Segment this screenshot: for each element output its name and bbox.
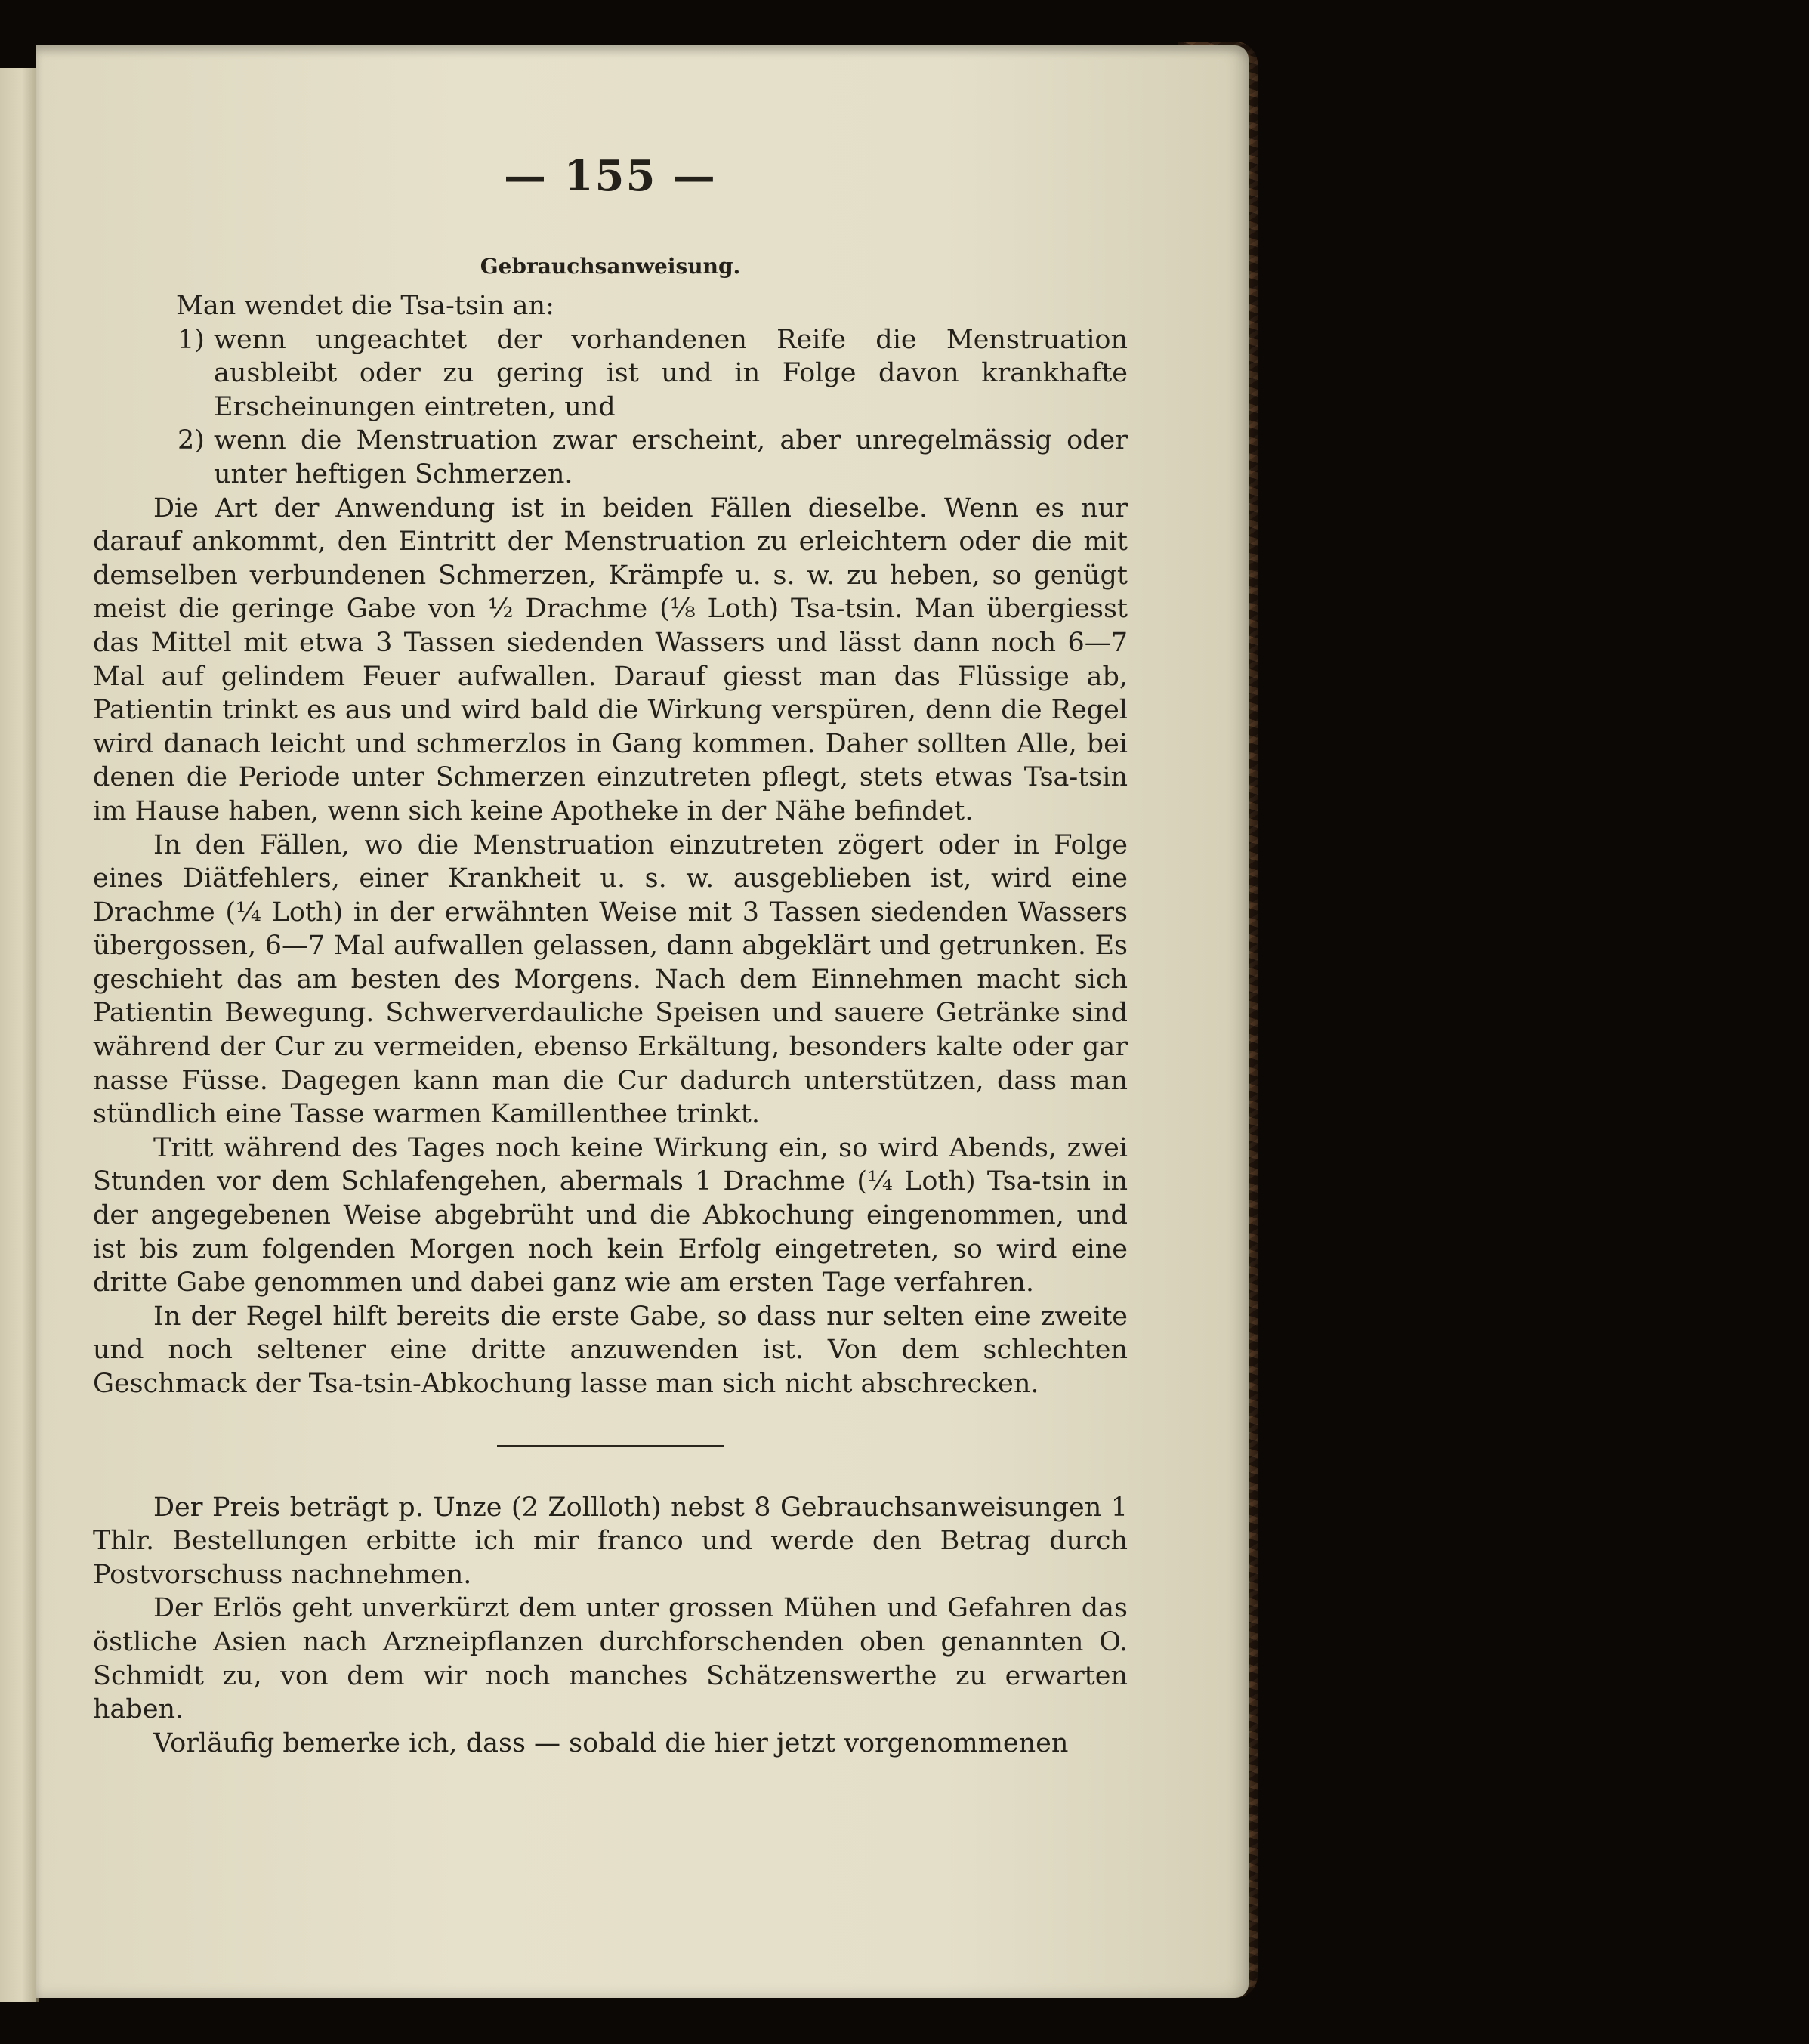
- section-divider: [497, 1445, 724, 1447]
- list-item: [93, 323, 1128, 425]
- body-paragraph: Die Art der Anwendung ist in beiden Fällen dieselbe. Wenn es nur darauf ankommt, den Eintritt der Menstruation zu erleichtern oder die mit demselben verbundenen Schmerzen, Krämpfe u. s. w. zu heben, so genügt meist die geringe Gabe von ½ Drachme (⅛ Loth) Tsa-tsin. Man übergiesst das Mittel mit etwa 3 Tassen siedenden Wassers und lässt dann noch 6—7 Mal auf gelindem Feuer aufwallen. Darauf giesst man das Flüssige ab, Patientin trinkt es aus und wird bald die Wirkung verspüren, denn die Regel wird danach leicht und schmerzlos in Gang kommen. Daher sollten Alle, bei denen die Periode unter Schmerzen einzutreten pflegt, stets etwas Tsa-tsin im Hause haben, wenn sich keine Apotheke in der Nähe befindet.: [93, 492, 1128, 826]
- section-heading: Gebrauchsanweisung.: [480, 254, 741, 279]
- previous-page-edge: [0, 68, 39, 2002]
- list-number: 2): [178, 425, 205, 456]
- list-item: [93, 424, 1128, 491]
- list-number: 1): [178, 324, 205, 355]
- list-text: wenn ungeachtet der vorhandenen Reife die Menstruation ausbleibt oder zu gering ist und in Folge davon krankhafte Erscheinungen eintreten, und: [214, 324, 1128, 422]
- body-paragraph: In den Fällen, wo die Menstruation einzutreten zögert oder in Folge eines Diätfehlers, einer Krankheit u. s. w. ausgeblieben ist, wird eine Drachme (¼ Loth) in der erwähnten Weise mit 3 Tassen siedenden Wassers übergossen, 6—7 Mal aufwallen gelassen, dann abgeklärt und getrunken. Es geschieht das am besten des Morgens. Nach dem Einnehmen macht sich Patientin Bewegung. Schwerverdauliche Speisen und sauere Getränke sind während der Cur zu vermeiden, ebenso Erkältung, besonders kalte oder gar nasse Füsse. Dagegen kann man die Cur dadurch unterstützen, dass man stündlich eine Tasse warmen Kamillenthee trinkt.: [93, 829, 1128, 1130]
- intro-line: Man wendet die Tsa-tsin an:: [176, 291, 554, 321]
- body-paragraph: In der Regel hilft bereits die erste Gabe, so dass nur selten eine zweite und noch seltener eine dritte anzuwenden ist. Von dem schlechten Geschmack der Tsa-tsin-Abkochung lasse man sich nicht abschrecken.: [93, 1301, 1128, 1399]
- page-content: [93, 151, 1128, 1760]
- page-number: — 155 —: [504, 151, 717, 201]
- body-paragraph: Tritt während des Tages noch keine Wirkung ein, so wird Abends, zwei Stunden vor dem Schlafengehen, abermals 1 Drachme (¼ Loth) Tsa-tsin in der angegebenen Weise abgebrüht und die Abkochung eingenommen, und ist bis zum folgenden Morgen noch kein Erfolg eingetreten, so wird eine dritte Gabe genommen und dabei ganz wie am ersten Tage verfahren.: [93, 1132, 1128, 1298]
- footer-paragraph: Vorläufig bemerke ich, dass — sobald die hier jetzt vorgenommenen: [153, 1728, 1069, 1758]
- book-page: [36, 45, 1249, 1998]
- footer-paragraph: Der Erlös geht unverkürzt dem unter grossen Mühen und Gefahren das östliche Asien nach Arzneipflanzen durchforschenden oben genannten O. Schmidt zu, von dem wir noch manches Schätzenswerthe zu erwarten haben.: [93, 1593, 1128, 1725]
- footer-paragraph: Der Preis beträgt p. Unze (2 Zollloth) nebst 8 Gebrauchsanweisungen 1 Thlr. Bestellungen erbitte ich mir franco und werde den Betrag durch Postvorschuss nachnehmen.: [93, 1492, 1128, 1590]
- list-text: wenn die Menstruation zwar erscheint, aber unregelmässig oder unter heftigen Schmerzen.: [214, 425, 1128, 489]
